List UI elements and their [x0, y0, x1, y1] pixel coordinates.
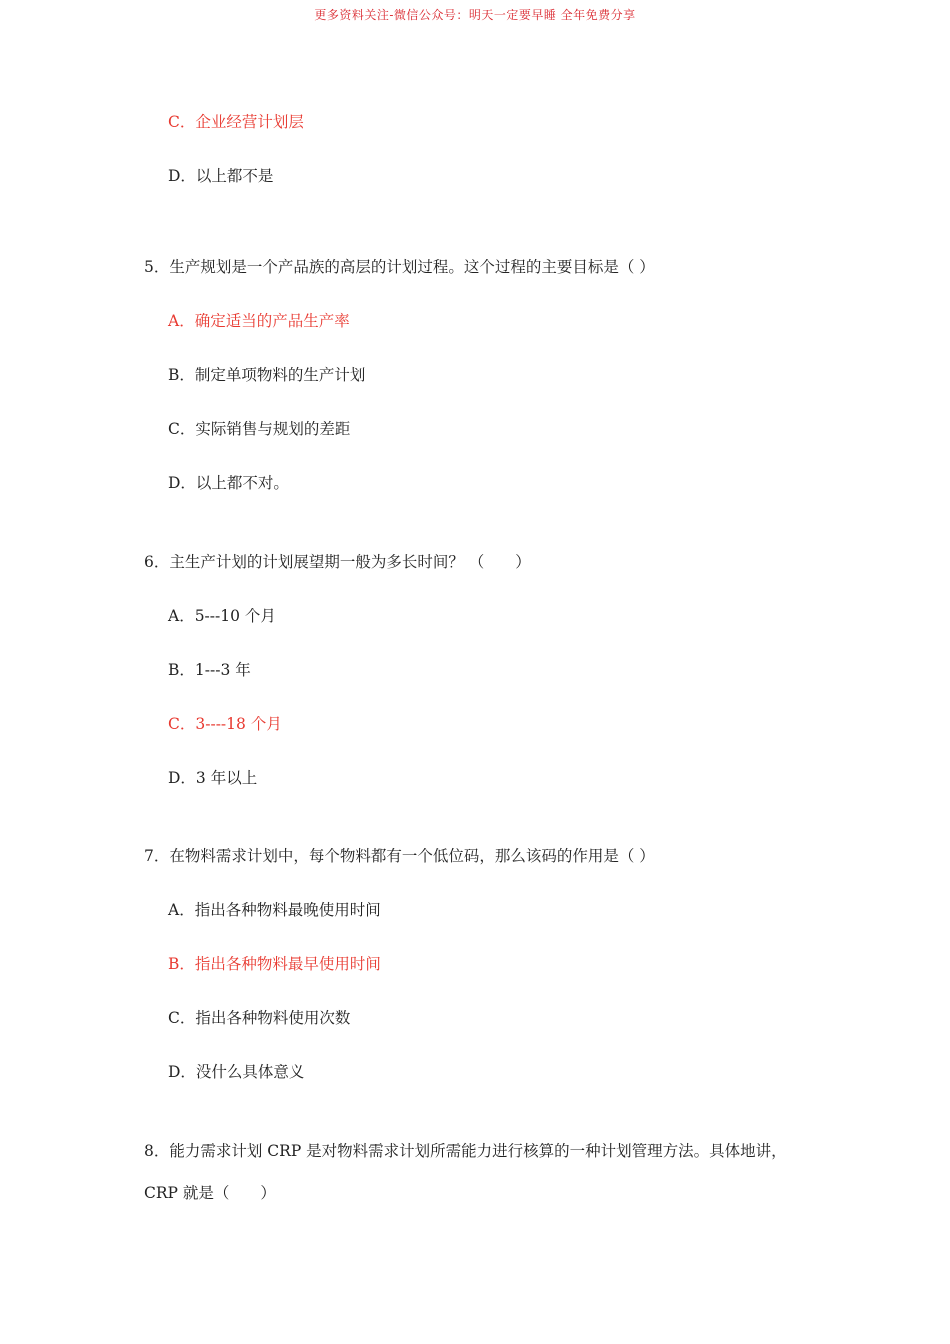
q8-question-line2: CRP 就是（ ） [144, 1184, 276, 1202]
q6-option-c: C．3----18 个月 [168, 715, 282, 733]
q4-option-c: C．企业经营计划层 [168, 113, 304, 131]
q7-question: 7．在物料需求计划中，每个物料都有一个低位码，那么该码的作用是（ ） [144, 847, 655, 865]
q5-option-b: B．制定单项物料的生产计划 [168, 366, 366, 384]
q8-question-line1: 8．能力需求计划 CRP 是对物料需求计划所需能力进行核算的一种计划管理方法。具体地讲， [144, 1142, 787, 1160]
q7-option-d: D．没什么具体意义 [168, 1063, 305, 1081]
q5-option-a: A．确定适当的产品生产率 [168, 312, 350, 330]
q6-option-b: B．1---3 年 [168, 661, 251, 679]
q7-option-a: A．指出各种物料最晚使用时间 [168, 901, 381, 919]
q6-question: 6．主生产计划的计划展望期一般为多长时间？ （ ） [144, 553, 531, 571]
q5-option-d: D．以上都不对。 [168, 474, 289, 492]
q6-option-d: D．3 年以上 [168, 769, 258, 787]
q7-option-c: C．指出各种物料使用次数 [168, 1009, 351, 1027]
q5-question: 5．生产规划是一个产品族的高层的计划过程。这个过程的主要目标是（ ） [144, 258, 655, 276]
q6-option-a: A．5---10 个月 [168, 607, 276, 625]
q5-option-c: C．实际销售与规划的差距 [168, 420, 351, 438]
q4-option-d: D．以上都不是 [168, 167, 274, 185]
header-banner: 更多资料关注-微信公众号：明天一定要早睡 全年免费分享 [314, 8, 636, 22]
q7-option-b: B．指出各种物料最早使用时间 [168, 955, 381, 973]
